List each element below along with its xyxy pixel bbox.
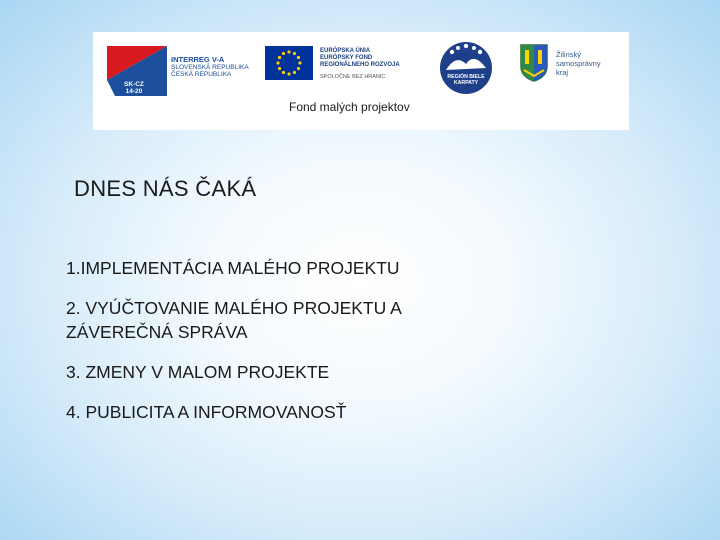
agenda-item [66, 296, 586, 344]
agenda-item-3-text: 3. ZMENY V MALOM PROJEKTE [66, 362, 330, 382]
eu-line-3: REGIONÁLNEHO ROZVOJA [320, 62, 400, 68]
agenda-item [66, 360, 586, 384]
zilinsky-kraj-logo [520, 44, 630, 94]
biele-karpaty-logo [438, 40, 494, 96]
eu-logo [265, 46, 415, 96]
interreg-text [171, 56, 249, 79]
interreg-code [124, 81, 144, 95]
biele-karpaty-emblem-icon [438, 40, 494, 96]
interreg-line-1: SLOVENSKÁ REPUBLIKA [171, 63, 249, 71]
interreg-code-line-1: SK-CZ [124, 81, 144, 88]
eu-flag-icon [265, 46, 313, 80]
interreg-name: INTERREG V-A [171, 55, 225, 64]
interreg-logo [107, 46, 257, 96]
eu-motto: SPOLOČNE BEZ HRANÍC [320, 74, 386, 80]
eu-text [320, 48, 400, 69]
agenda-item [66, 400, 586, 424]
fund-caption: Fond malých projektov [289, 100, 410, 114]
agenda-item-2-line-1: 2. VYÚČTOVANIE MALÉHO PROJEKTU A [66, 298, 402, 318]
zsk-line-3: kraj [556, 68, 569, 77]
logo-banner [93, 32, 629, 130]
zsk-line-1: Žilinský [556, 50, 582, 59]
agenda-list [66, 256, 586, 424]
eu-line-1: EURÓPSKA ÚNIA [320, 48, 371, 54]
interreg-line-2: ČESKÁ REPUBLIKA [171, 71, 232, 78]
carpathia-line-1: REGIÓN BIELE [447, 74, 485, 80]
agenda-item-4-text: 4. PUBLICITA A INFORMOVANOSŤ [66, 402, 347, 422]
agenda-item [66, 256, 586, 280]
interreg-code-line-2: 14-20 [125, 88, 143, 95]
slide-heading: DNES NÁS ČAKÁ [74, 176, 257, 201]
zsk-text [556, 50, 601, 77]
zsk-line-2: samosprávny [556, 59, 601, 68]
agenda-item-1-text: 1.IMPLEMENTÁCIA MALÉHO PROJEKTU [66, 258, 400, 278]
agenda-item-2-line-2: ZÁVEREČNÁ SPRÁVA [66, 322, 248, 342]
coat-of-arms-icon [520, 44, 548, 82]
carpathia-line-2: KARPATY [453, 80, 479, 86]
eu-line-2: EURÓPSKY FOND [320, 55, 373, 61]
